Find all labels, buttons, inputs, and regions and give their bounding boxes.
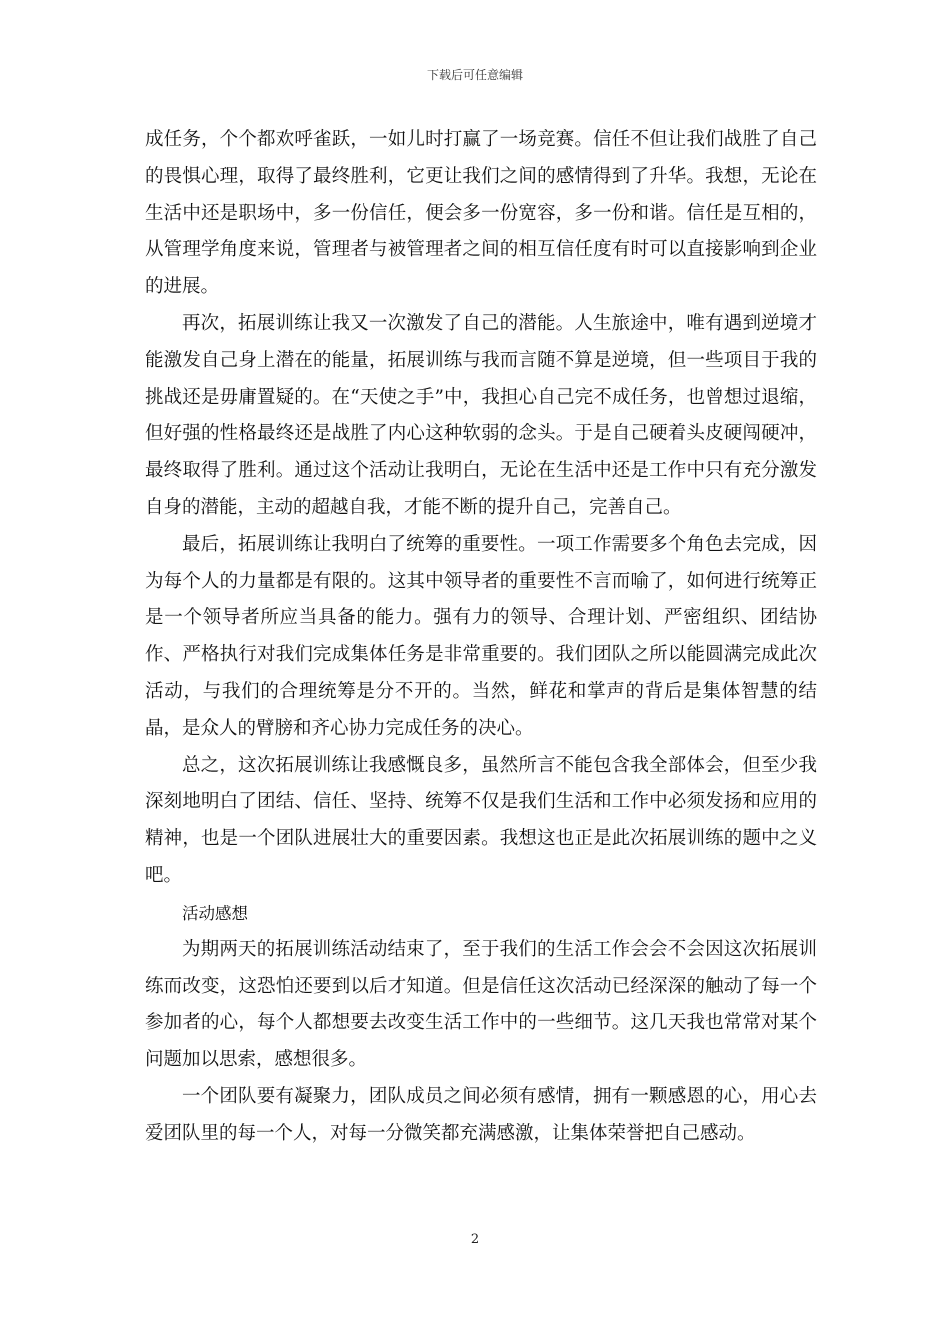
page-header: 下载后可任意编辑 <box>426 68 523 82</box>
paragraph-coordination: 最后，拓展训练让我明白了统筹的重要性。一项工作需要多个角色去完成，因为每个人的力量都是有限的。这其中领导者的重要性不言而喻了，如何进行统筹正是一个领导者所应当具备的能力。强有力的领导、合理计划、严密组织、团结协作、严格执行对我们完成集体任务是非常重要的。我们团队之所以能圆满完成此次活动，与我们的合理统筹是分不开的。当然，鲜花和掌声的背后是集体智慧的结晶，是众人的臂膀和齐心协力完成任务的决心。 <box>145 533 817 739</box>
paragraph-potential: 再次，拓展训练让我又一次激发了自己的潜能。人生旅途中，唯有遇到逆境才能激发自己身上潜在的能量，拓展训练与我而言随不算是逆境，但一些项目于我的挑战还是毋庸置疑的。在“天使之手”中，我担心自己完不成任务，也曾想过退缩，但好强的性格最终还是战胜了内心这种软弱的念头。于是自己硬着头皮硬闯硬冲，最终取得了胜利。通过这个活动让我明白，无论在生活中还是工作中只有充分激发自身的潜能，主动的超越自我，才能不断的提升自己，完善自己。 <box>145 312 817 518</box>
paragraph-team-cohesion: 一个团队要有凝聚力，团队成员之间必须有感情，拥有一颗感恩的心，用心去爱团队里的每一个人，对每一分微笑都充满感激，让集体荣誉把自己感动。 <box>145 1085 817 1144</box>
document-body <box>145 122 817 1153</box>
paragraph-reflection: 为期两天的拓展训练活动结束了，至于我们的生活工作会会不会因这次拓展训练而改变，这恐怕还要到以后才知道。但是信任这次活动已经深深的触动了每一个参加者的心，每个人都想要去改变生活工作中的一些细节。这几天我也常常对某个问题加以思索，感想很多。 <box>145 938 817 1071</box>
paragraph-trust-continued: 成任务，个个都欢呼雀跃，一如儿时打赢了一场竞赛。信任不但让我们战胜了自己的畏惧心理，取得了最终胜利，它更让我们之间的感情得到了升华。我想，无论在生活中还是职场中，多一份信任，便会多一份宽容，多一份和谐。信任是互相的，从管理学角度来说，管理者与被管理者之间的相互信任度有时可以直接影响到企业的进展。 <box>145 129 817 298</box>
paragraph-summary: 总之，这次拓展训练让我感慨良多，虽然所言不能包含我全部体会，但至少我深刻地明白了团结、信任、坚持、统筹不仅是我们生活和工作中必须发扬和应用的精神，也是一个团队进展壮大的重要因素。我想这也正是此次拓展训练的题中之义吧。 <box>145 754 817 886</box>
section-heading: 活动感想 <box>182 903 248 923</box>
page-number: 2 <box>470 1232 480 1247</box>
